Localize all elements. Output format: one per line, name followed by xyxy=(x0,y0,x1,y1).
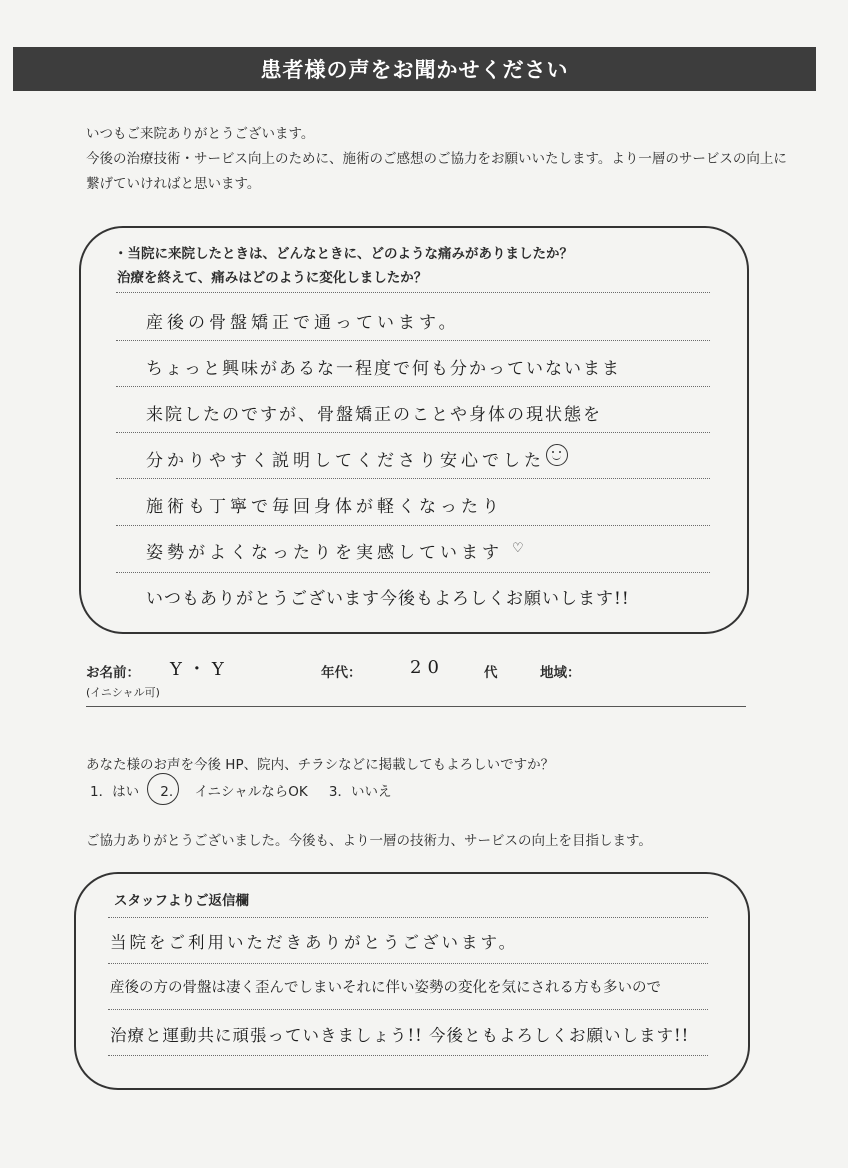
answer-rule xyxy=(116,478,710,479)
survey-question-2: 治療を終えて、痛みはどのように変化しましたか？ xyxy=(117,270,428,286)
staff-reply-heading: スタッフよりご返信欄 xyxy=(114,893,249,909)
survey-question-1: ・当院に来院したときは、どんなときに、どのような痛みがありましたか？ xyxy=(114,246,573,262)
smiley-icon xyxy=(546,444,568,466)
consent-option-no[interactable]: 3．いいえ xyxy=(328,784,392,800)
answer-rule xyxy=(116,340,710,341)
answer-rule xyxy=(116,572,710,573)
page-title: 患者様の声をお聞かせください xyxy=(13,47,816,91)
region-label: 地域： xyxy=(540,665,581,681)
reply-line: 当院をご利用いただきありがとうございます。 xyxy=(110,933,519,952)
reply-rule xyxy=(108,1055,708,1056)
consent-question: あなた様のお声を今後 HP、院内、チラシなどに掲載してもよろしいですか？ xyxy=(86,757,555,773)
intro-line: いつもご来院ありがとうございます。 xyxy=(86,126,315,142)
name-label: お名前： xyxy=(86,665,140,681)
name-value: Y・Y xyxy=(170,659,230,680)
answer-line: 施術も丁寧で毎回身体が軽くなったり xyxy=(146,497,503,517)
consent-options xyxy=(90,780,391,800)
consent-option-initial[interactable]: イニシャルならOK xyxy=(194,784,308,800)
reply-rule xyxy=(108,1009,708,1010)
age-suffix: 代 xyxy=(484,665,498,681)
consent-option-yes[interactable]: 1．はい xyxy=(90,784,140,800)
reply-rule xyxy=(108,917,708,918)
answer-line: 姿勢がよくなったりを実感しています xyxy=(146,543,503,563)
reply-rule xyxy=(108,963,708,964)
reply-line: 治療と運動共に頑張っていきましょう!! 今後ともよろしくお願いします!! xyxy=(110,1026,690,1045)
selected-option-circle xyxy=(147,773,179,805)
age-value: 20 xyxy=(410,657,445,678)
initial-note: (イニシャル可) xyxy=(86,686,160,699)
answer-line: いつもありがとうございます今後もよろしくお願いします!! xyxy=(146,589,630,609)
answer-line: 産後の骨盤矯正で通っています。 xyxy=(146,313,460,333)
age-label: 年代： xyxy=(321,665,362,681)
intro-line: 今後の治療技術・サービス向上のために、施術のご感想のご協力をお願いいたします。より一層のサービスの向上に xyxy=(86,151,787,167)
answer-rule xyxy=(116,525,710,526)
answer-line: 分かりやすく説明してくださり安心でした xyxy=(146,451,545,471)
answer-rule xyxy=(116,432,710,433)
answer-line: 来院したのですが、骨盤矯正のことや身体の現状態を xyxy=(146,405,602,425)
answer-line: ちょっと興味があるな一程度で何も分かっていないまま xyxy=(146,359,621,379)
reply-line: 産後の方の骨盤は凄く歪んでしまいそれに伴い姿勢の変化を気にされる方も多いので xyxy=(110,980,661,996)
consent-option-initial-number[interactable]: 2. xyxy=(160,784,174,800)
heart-icon: ♡ xyxy=(512,541,524,556)
answer-rule xyxy=(116,292,710,293)
intro-text xyxy=(86,122,786,197)
answer-rule xyxy=(116,386,710,387)
intro-line: 繋げていければと思います。 xyxy=(86,176,261,192)
thanks-text: ご協力ありがとうございました。今後も、より一層の技術力、サービスの向上を目指します。 xyxy=(86,833,652,849)
divider xyxy=(86,706,746,707)
